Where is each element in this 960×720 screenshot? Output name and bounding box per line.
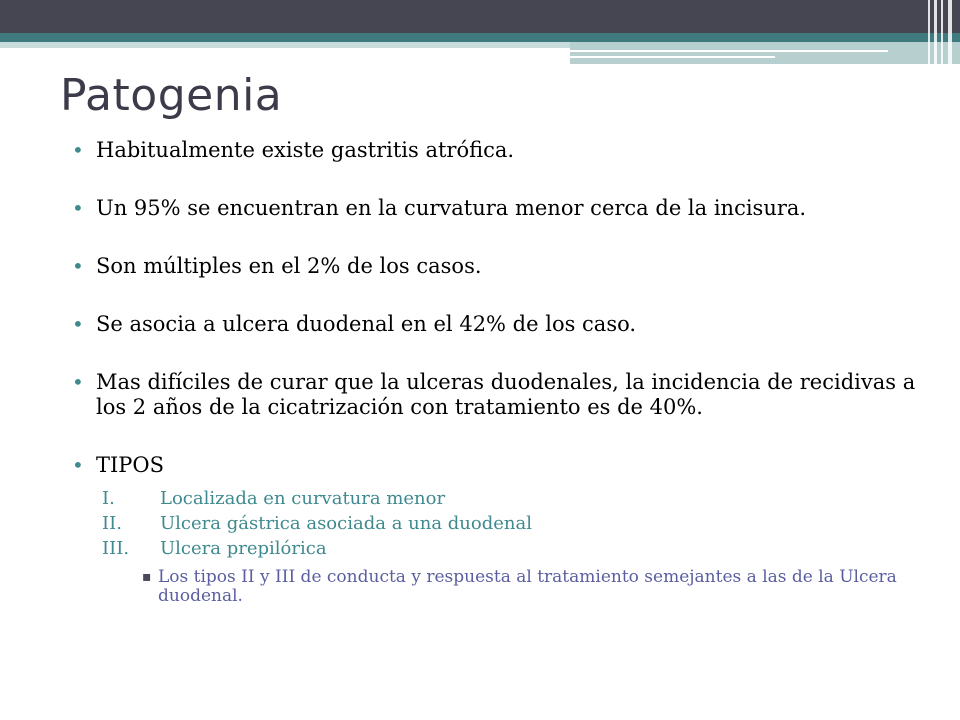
type-item — [72, 538, 932, 563]
types-list — [72, 488, 932, 563]
bullet-item — [72, 138, 932, 163]
bullet-text: TIPOS — [96, 453, 165, 477]
bullet-item-tipos — [72, 453, 932, 478]
type-number: I. — [102, 488, 115, 509]
top-dark-band — [0, 0, 960, 33]
bullet-text: Habitualmente existe gastritis atrófica. — [96, 138, 515, 162]
bullet-icon: • — [72, 312, 84, 336]
accent-line — [570, 50, 888, 52]
bullet-icon: • — [72, 254, 84, 278]
bullet-icon: • — [72, 196, 84, 220]
type-item — [72, 488, 932, 513]
bullet-item — [72, 254, 932, 279]
bullet-item — [72, 196, 932, 221]
slide-title: Patogenia — [60, 70, 283, 121]
bullet-text: Se asocia a ulcera duodenal en el 42% de los caso. — [96, 312, 637, 336]
sub-note — [142, 568, 918, 606]
teal-band — [0, 33, 960, 42]
type-item — [72, 513, 932, 538]
bullet-icon: • — [72, 453, 84, 477]
bullet-icon: • — [72, 138, 84, 162]
decorative-bars — [924, 0, 960, 64]
bullet-list — [72, 138, 932, 484]
bullet-text: Un 95% se encuentran en la curvatura menor cerca de la incisura. — [96, 196, 807, 220]
accent-line — [570, 56, 775, 58]
sub-note-text: Los tipos II y III de conducta y respuesta al tratamiento semejantes a las de la Ulcera duodenal. — [158, 567, 897, 606]
type-text: Ulcera gástrica asociada a una duodenal — [160, 513, 532, 534]
square-bullet-icon: ▪ — [142, 569, 152, 585]
type-text: Localizada en curvatura menor — [160, 488, 446, 509]
bullet-text: Son múltiples en el 2% de los casos. — [96, 254, 482, 278]
bullet-item — [72, 370, 932, 420]
type-number: III. — [102, 538, 130, 559]
bullet-item — [72, 312, 932, 337]
bullet-text: Mas difíciles de curar que la ulceras duodenales, la incidencia de recidivas a los 2 años de la cicatrización con tratamiento es de 40%. — [96, 370, 916, 419]
type-text: Ulcera prepilórica — [160, 538, 327, 559]
accent-tab — [570, 42, 960, 64]
type-number: II. — [102, 513, 122, 534]
bullet-icon: • — [72, 370, 84, 394]
